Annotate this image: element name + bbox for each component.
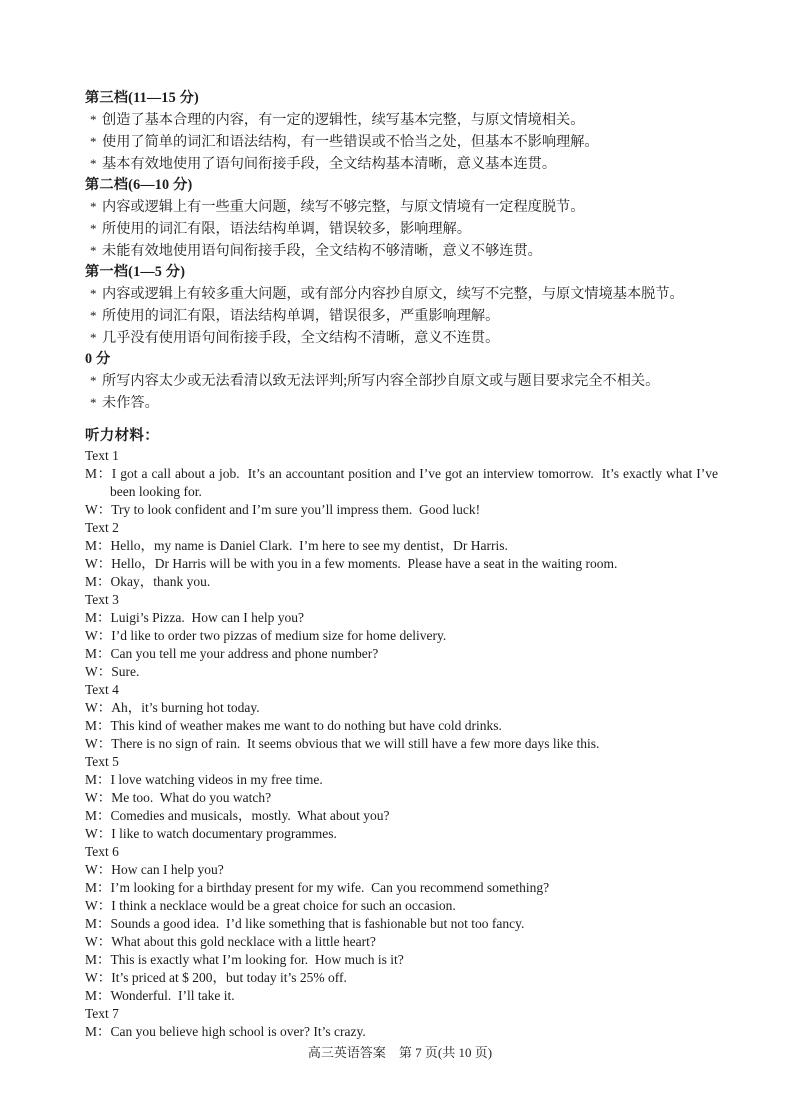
dialogue-text: Hello，Dr Harris will be with you in a few moments. Please have a seat in the waiting room. (111, 556, 618, 571)
rubric-bullet-text: 所写内容太少或无法看清以致无法评判;所写内容全部抄自原文或与题目要求完全不相关。 (102, 373, 660, 389)
dialogue-line (85, 879, 718, 897)
rubric-bullet-text: 所使用的词汇有限，语法结构单调，错误较多，影响理解。 (102, 221, 471, 237)
dialogue-text: Can you believe high school is over? It’s crazy. (110, 1024, 366, 1039)
transcript-label: Text 3 (85, 592, 119, 607)
dialogue-line (85, 609, 718, 627)
dialogue-text: Comedies and musicals，mostly. What about you? (110, 808, 390, 823)
dialogue-line (85, 645, 718, 663)
speaker-label: W： (85, 664, 112, 679)
dialogue-line (85, 555, 718, 573)
dialogue-line (85, 465, 722, 501)
document-page (85, 88, 722, 1041)
dialogue-text: I’m looking for a birthday present for my wife. Can you recommend something? (110, 880, 550, 895)
bullet-marker: * (90, 221, 97, 236)
rubric-bullet (85, 305, 718, 327)
bullet-marker: * (90, 243, 97, 258)
rubric-heading: 第三档(11—15 分) (85, 90, 199, 106)
speaker-label: W： (85, 628, 112, 643)
dialogue-line (85, 573, 718, 591)
dialogue-line (85, 933, 718, 951)
speaker-label: M： (85, 808, 111, 823)
rubric-bullet-text: 创造了基本合理的内容，有一定的逻辑性，续写基本完整，与原文情境相关。 (102, 112, 585, 128)
rubric-bullet-text: 基本有效地使用了语句间衔接手段，全文结构基本清晰，意义基本连贯。 (102, 156, 557, 172)
transcript-label: Text 4 (85, 682, 119, 697)
transcript-block (85, 753, 718, 843)
dialogue-line (85, 789, 718, 807)
dialogue-line (85, 627, 718, 645)
speaker-label: W： (85, 700, 112, 715)
dialogue-text: It’s priced at $ 200，but today it’s 25% off. (111, 970, 347, 985)
speaker-label: W： (85, 862, 112, 877)
dialogue-line (85, 735, 718, 753)
speaker-label: M： (85, 574, 111, 589)
speaker-label: M： (85, 1024, 111, 1039)
dialogue-line (85, 861, 718, 879)
rubric-bullet (85, 240, 718, 262)
dialogue-text: Me too. What do you watch? (111, 790, 272, 805)
dialogue-text: Ah，it’s burning hot today. (111, 700, 260, 715)
dialogue-line (85, 825, 718, 843)
dialogue-line (85, 969, 718, 987)
dialogue-text: Wonderful. I’ll take it. (110, 988, 235, 1003)
dialogue-text: What about this gold necklace with a little heart? (111, 934, 376, 949)
speaker-label: M： (85, 538, 111, 553)
dialogue-text: There is no sign of rain. It seems obvious that we will still have a few more days like this. (111, 736, 600, 751)
dialogue-line (85, 663, 718, 681)
bullet-marker: * (90, 156, 97, 171)
listening-materials (85, 426, 722, 1041)
rubric-bullet (85, 283, 718, 305)
transcript-label: Text 2 (85, 520, 119, 535)
speaker-label: M： (85, 916, 111, 931)
dialogue-line (85, 987, 718, 1005)
rubric-bullet (85, 196, 718, 218)
speaker-label: M： (85, 718, 111, 733)
speaker-label: M： (85, 466, 112, 481)
transcript-block (85, 1005, 718, 1041)
speaker-label: M： (85, 772, 111, 787)
dialogue-line (85, 717, 718, 735)
rubric-bullet-text: 未能有效地使用语句间衔接手段，全文结构不够清晰，意义不够连贯。 (102, 243, 542, 259)
bullet-marker: * (90, 373, 97, 388)
transcript-label: Text 6 (85, 844, 119, 859)
dialogue-text: How can I help you? (111, 862, 224, 877)
speaker-label: W： (85, 970, 112, 985)
rubric-bullet (85, 131, 718, 153)
page-footer: 高三英语答案 第 7 页(共 10 页) (307, 1045, 493, 1060)
scoring-rubric (85, 88, 718, 414)
dialogue-line (85, 915, 718, 933)
dialogue-line (85, 951, 718, 969)
dialogue-text: Can you tell me your address and phone number? (110, 646, 379, 661)
bullet-marker: * (90, 134, 97, 149)
dialogue-line (85, 897, 718, 915)
rubric-bullet (85, 109, 718, 131)
rubric-bullet (85, 153, 718, 175)
rubric-bullet-text: 所使用的词汇有限，语法结构单调，错误很多，严重影响理解。 (102, 308, 500, 324)
rubric-bullet (85, 392, 718, 414)
transcript-block (85, 447, 722, 519)
transcript-label: Text 1 (85, 448, 119, 463)
dialogue-text: Sounds a good idea. I’d like something that is fashionable but not too fancy. (110, 916, 525, 931)
speaker-label: M： (85, 610, 111, 625)
bullet-marker: * (90, 286, 97, 301)
dialogue-text: This is exactly what I’m looking for. How much is it? (110, 952, 404, 967)
speaker-label: W： (85, 898, 112, 913)
rubric-bullet (85, 370, 718, 392)
rubric-bullet-text: 内容或逻辑上有较多重大问题，或有部分内容抄自原文，续写不完整，与原文情境基本脱节。 (102, 286, 684, 302)
dialogue-line (85, 699, 718, 717)
bullet-marker: * (90, 330, 97, 345)
speaker-label: W： (85, 934, 112, 949)
dialogue-line (85, 807, 718, 825)
dialogue-text: Try to look confident and I’m sure you’ll impress them. Good luck! (111, 502, 481, 517)
speaker-label: W： (85, 556, 112, 571)
dialogue-text: Hello，my name is Daniel Clark. I’m here to see my dentist，Dr Harris. (110, 538, 508, 553)
dialogue-text: I’d like to order two pizzas of medium size for home delivery. (111, 628, 447, 643)
speaker-label: W： (85, 736, 112, 751)
dialogue-text: I think a necklace would be a great choice for such an occasion. (111, 898, 456, 913)
speaker-label: M： (85, 952, 111, 967)
rubric-bullet-text: 未作答。 (102, 395, 159, 411)
listening-heading: 听力材料： (85, 428, 159, 444)
speaker-label: W： (85, 790, 112, 805)
transcript-label: Text 5 (85, 754, 119, 769)
dialogue-text: I like to watch documentary programmes. (111, 826, 337, 841)
transcript-block (85, 843, 718, 1005)
rubric-heading: 第二档(6—10 分) (85, 177, 193, 193)
speaker-label: W： (85, 502, 112, 517)
bullet-marker: * (90, 199, 97, 214)
dialogue-line (85, 771, 718, 789)
dialogue-text: This kind of weather makes me want to do nothing but have cold drinks. (110, 718, 502, 733)
rubric-heading: 0 分 (85, 351, 111, 367)
listening-texts (85, 447, 722, 1041)
dialogue-line (85, 537, 718, 555)
bullet-marker: * (90, 308, 97, 323)
dialogue-text: Okay，thank you. (110, 574, 211, 589)
bullet-marker: * (90, 395, 97, 410)
dialogue-text: I got a call about a job. It’s an accountant position and I’ve got an interview tomorrow. It’s exactly what I’ve been looking for. (110, 466, 722, 499)
speaker-label: M： (85, 880, 111, 895)
transcript-block (85, 681, 718, 753)
dialogue-line (85, 501, 718, 519)
dialogue-text: Luigi’s Pizza. How can I help you? (110, 610, 304, 625)
bullet-marker: * (90, 112, 97, 127)
dialogue-text: I love watching videos in my free time. (110, 772, 323, 787)
dialogue-line (85, 1023, 718, 1041)
transcript-label: Text 7 (85, 1006, 119, 1021)
rubric-heading: 第一档(1—5 分) (85, 264, 186, 280)
rubric-bullet-text: 使用了简单的词汇和语法结构，有一些错误或不恰当之处，但基本不影响理解。 (102, 134, 599, 150)
speaker-label: W： (85, 826, 112, 841)
transcript-block (85, 519, 718, 591)
speaker-label: M： (85, 988, 111, 1003)
transcript-block (85, 591, 718, 681)
speaker-label: M： (85, 646, 111, 661)
rubric-bullet (85, 327, 718, 349)
dialogue-text: Sure. (111, 664, 140, 679)
rubric-bullet (85, 218, 718, 240)
rubric-bullet-text: 几乎没有使用语句间衔接手段，全文结构不清晰，意义不连贯。 (102, 330, 500, 346)
rubric-bullet-text: 内容或逻辑上有一些重大问题，续写不够完整，与原文情境有一定程度脱节。 (102, 199, 585, 215)
